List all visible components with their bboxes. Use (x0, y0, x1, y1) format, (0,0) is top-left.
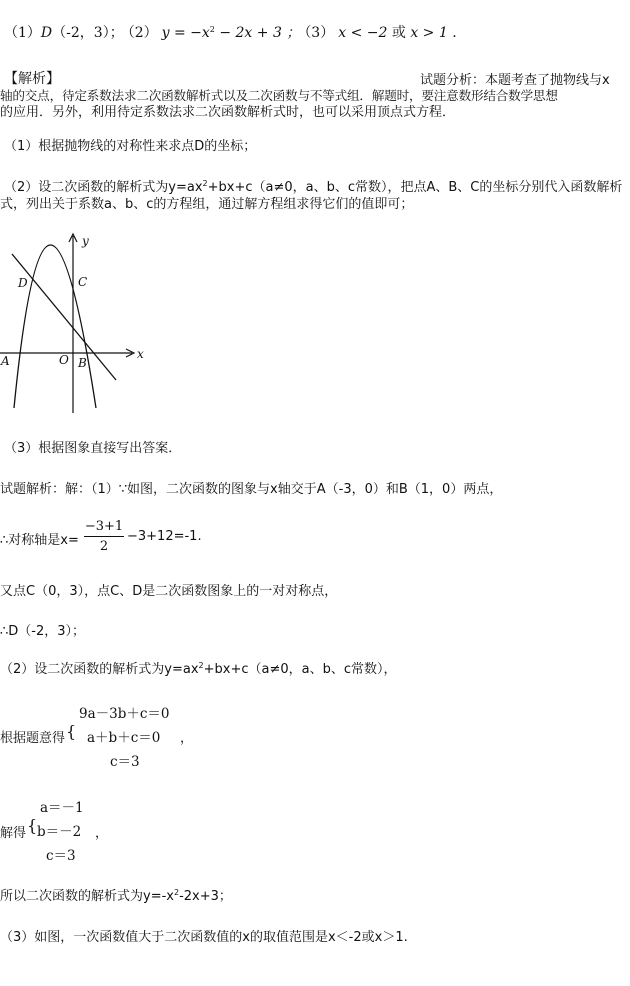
analysis-step2-exponent: 2 (202, 179, 208, 188)
solution-label: 解得 (0, 826, 27, 841)
solution-brace: { (27, 816, 38, 835)
system-equation-3: c＝3 (110, 754, 140, 770)
answer-part1-number: （1） (4, 25, 41, 41)
system-equation-2: a＋b＋c＝0 (87, 730, 161, 746)
solution-comma: ， (95, 826, 109, 841)
fraction-numerator: −3+1 (84, 519, 124, 534)
system-brace: { (66, 722, 77, 741)
solution-part2-b: +bx+c（a≠0，a、b、c常数）， (203, 662, 397, 677)
analysis-step1: （1）根据抛物线的对称性来求点D的坐标； (4, 139, 257, 154)
analysis-step2-a: （2）设二次函数的解析式为y=ax (4, 180, 203, 195)
analysis-step2-b: +bx+c（a≠0，a、b、c常数），把点A、B、C的坐标分别代入函数解析 (207, 180, 623, 195)
solution-part3: （3）如图，一次函数值大于二次函数值的x的取值范围是x＜-2或x＞1. (0, 930, 408, 945)
solution-result-b: -2x+3； (179, 889, 232, 904)
answer-part3-or: 或 (387, 25, 411, 41)
solution-part2 (0, 658, 397, 677)
point-d-label: D (18, 276, 28, 290)
solution-result (0, 885, 232, 904)
analysis-step2-line2: 式，列出关于系数a、b、c的方程组，通过解方程组求得它们的值即可； (0, 197, 414, 212)
answer-part2-equation-b: − 2x + 3 ； (214, 25, 301, 41)
system-comma: ， (180, 731, 194, 746)
system-equation-1: 9a－3b＋c＝0 (79, 706, 170, 722)
solution-line1: 试题解析：解：（1）∵如图，二次函数的图象与x轴交于A（-3，0）和B（1，0）两点， (0, 482, 503, 497)
parabola-curve (14, 245, 96, 408)
answer-part1-value: （-2，3）； (52, 25, 124, 41)
solution-point-d-line: ∴D（-2，3）； (0, 624, 86, 639)
symmetry-axis-prefix: ∴对称轴是x= (0, 533, 79, 548)
origin-label: O (59, 353, 69, 367)
answer-part3-range-b: x > 1 . (410, 25, 457, 41)
analysis-intro-line3: 的应用．另外，利用待定系数法求二次函数解析式时，也可以采用顶点式方程． (0, 105, 456, 120)
answer-part2-exponent: 2 (209, 25, 215, 34)
solution-equation-2: b＝－2 (37, 824, 82, 840)
answer-part2-equation-a: y = −x (161, 25, 210, 41)
x-axis-label: x (137, 347, 144, 361)
analysis-intro-line2: 轴的交点，待定系数法求二次函数解析式以及二次函数与不等式组．解题时，要注意数形结合数学思想 (0, 88, 558, 103)
solution-equation-3: c＝3 (46, 848, 76, 864)
solution-result-exponent: 2 (173, 888, 180, 897)
system-label: 根据题意得 (0, 731, 66, 746)
solution-result-a: 所以二次函数的解析式为y=-x (0, 889, 174, 904)
answer-part2-number: （2） (127, 25, 158, 41)
point-c-label: C (78, 275, 88, 289)
y-axis-label: y (82, 234, 89, 248)
answer-part3-range-a: x < −2 (338, 25, 388, 41)
point-b-label: B (78, 356, 87, 370)
symmetry-axis-suffix: −3+12=-1. (127, 529, 202, 544)
fraction-bar (84, 536, 124, 537)
solution-equation-1: a＝－1 (40, 800, 84, 816)
parabola-line-graph (0, 228, 150, 413)
answer-part3-number: （3） (304, 25, 335, 41)
point-a-label: A (1, 354, 10, 368)
solution-part2-a: （2）设二次函数的解析式为y=ax (0, 662, 199, 677)
answer-part1-variable: D (40, 25, 53, 41)
fraction-denominator: 2 (99, 539, 109, 554)
solution-point-c-line: 又点C（0，3），点C、D是二次函数图象上的一对对称点， (0, 584, 338, 599)
symmetry-axis-fraction (84, 519, 124, 554)
analysis-intro-right: 试题分析：本题考查了抛物线与x (420, 73, 610, 88)
analysis-heading: 【解析】 (4, 71, 60, 87)
answer-line (4, 22, 457, 42)
analysis-step3: （3）根据图象直接写出答案． (4, 441, 182, 456)
solution-part2-exponent: 2 (198, 661, 204, 670)
